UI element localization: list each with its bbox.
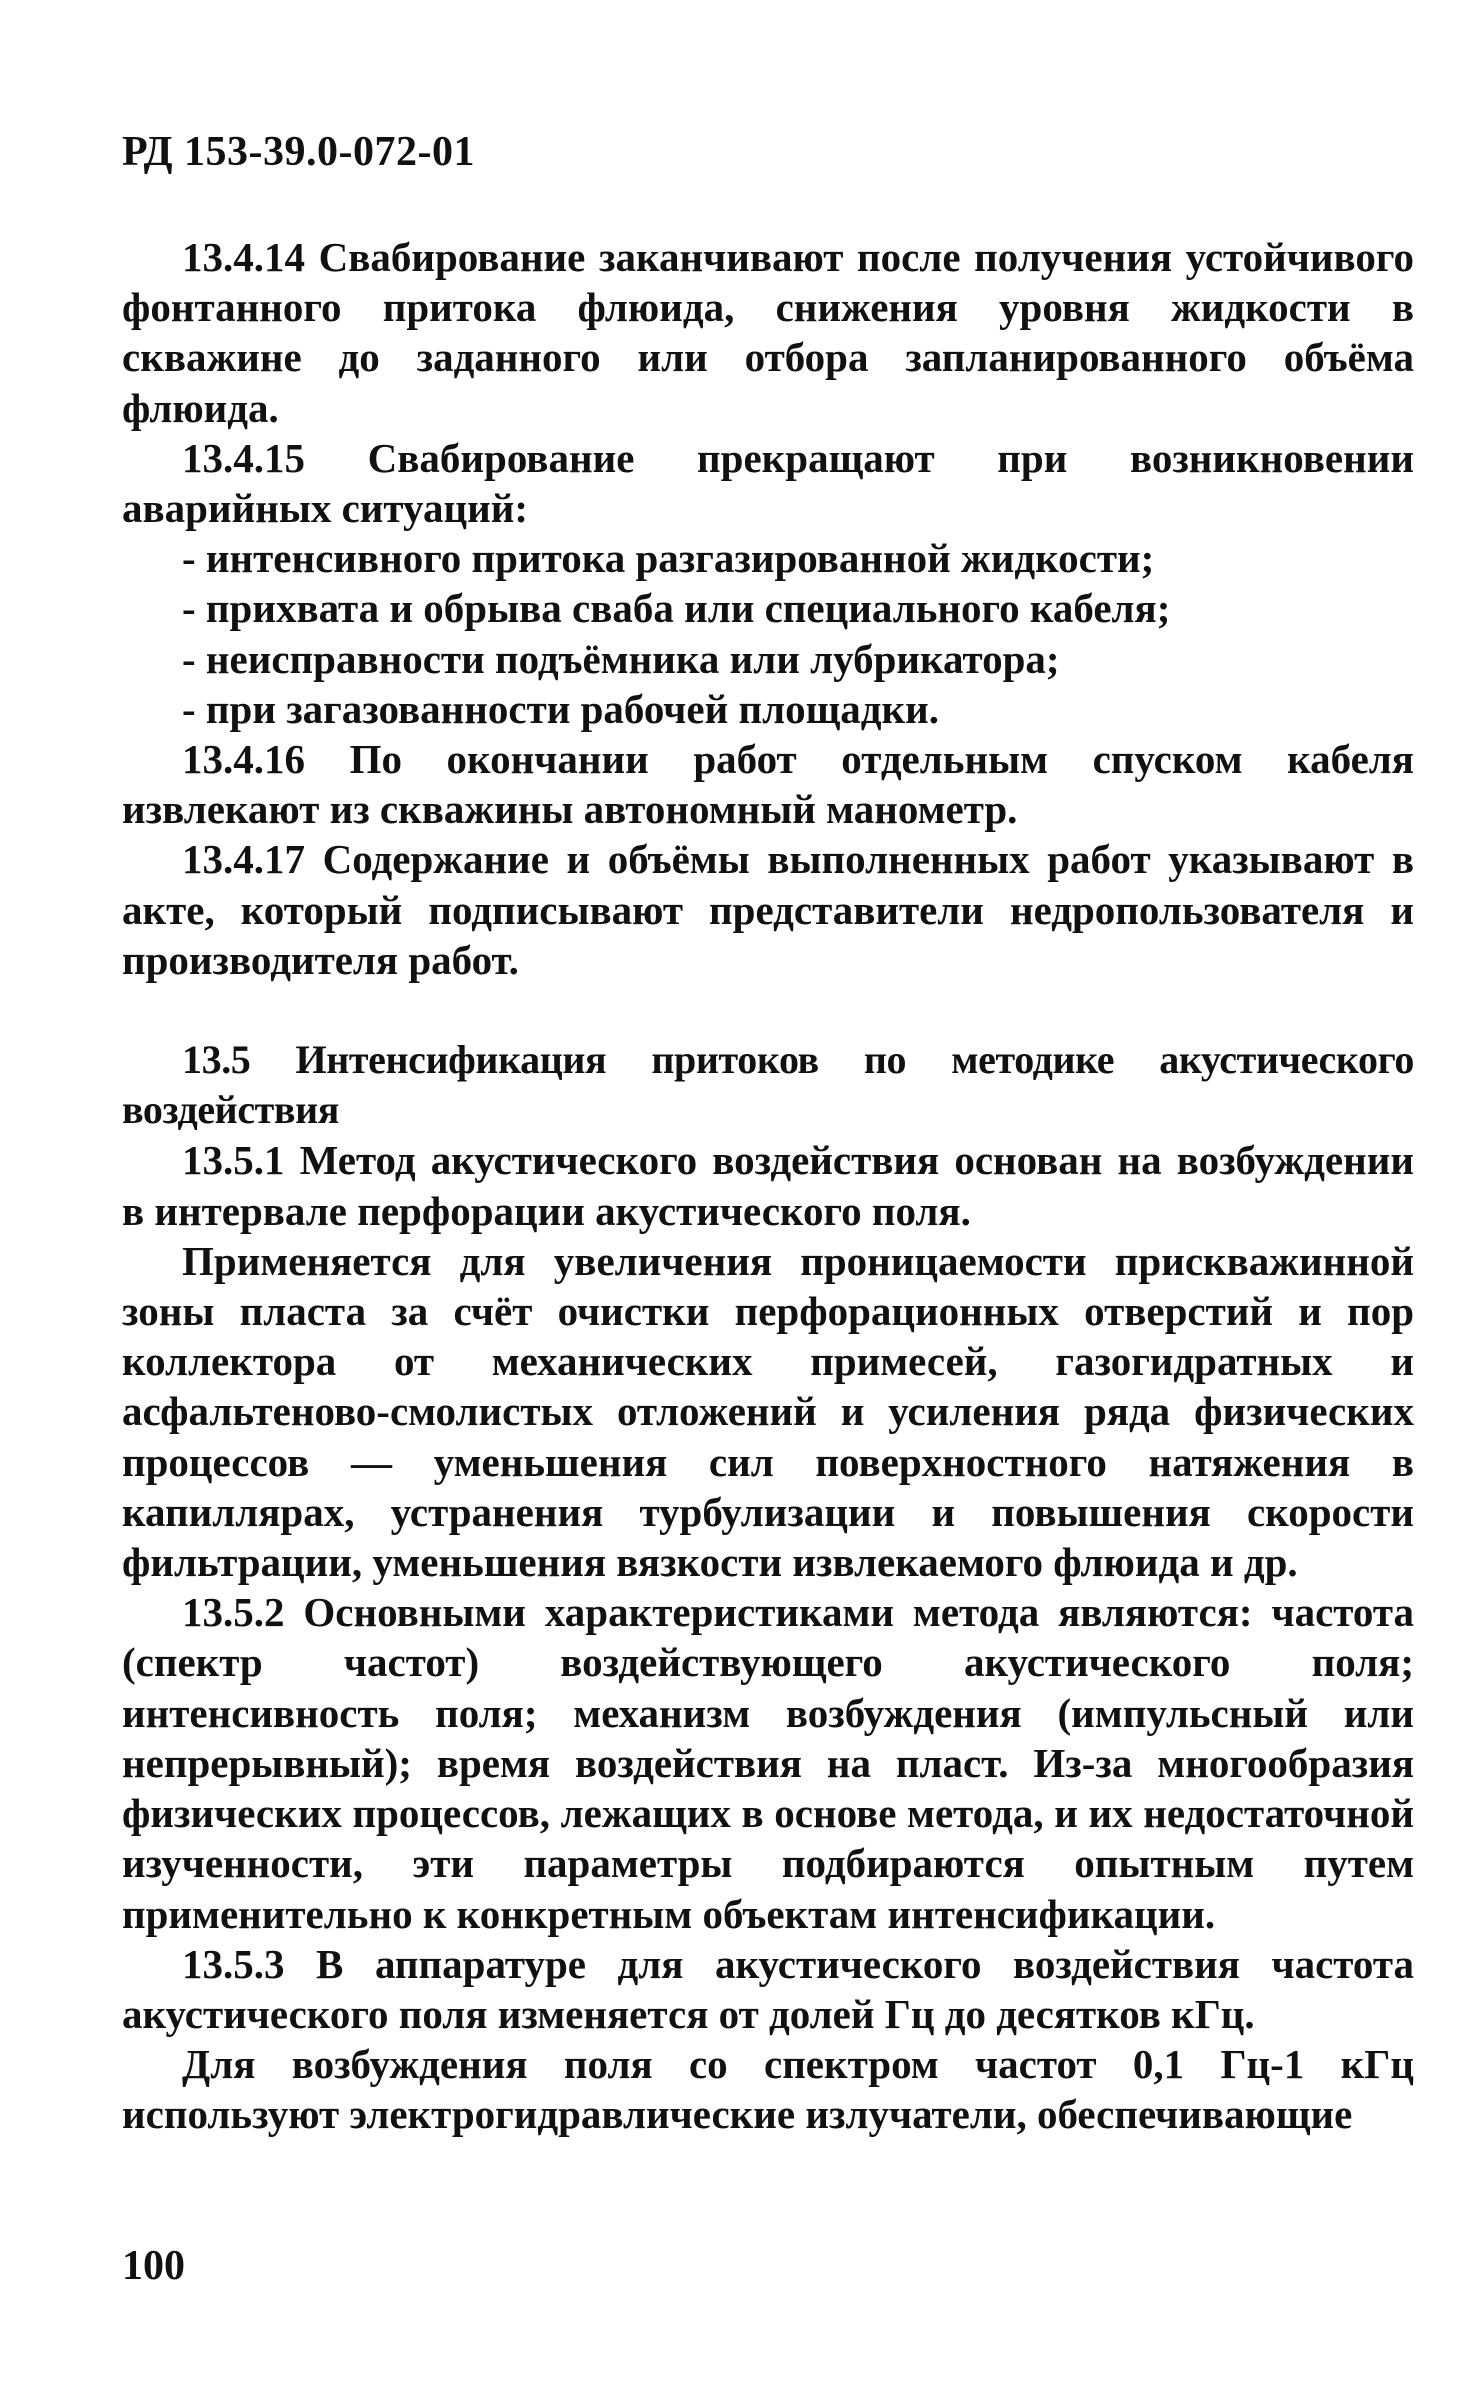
section-gap bbox=[122, 985, 1414, 1035]
document-body bbox=[122, 232, 1414, 2140]
list-item: - прихвата и обрыва сваба или специального кабеля; bbox=[182, 585, 1171, 632]
paragraph-13-4-14: 13.4.14 Свабирование заканчивают после получения устойчивого фонтанного притока флюида, снижения уровня жидкости в скважине до заданного или отбора запланированного объёма флюида. bbox=[122, 234, 1414, 431]
paragraph-13-5-3-continued: Для возбуждения поля со спектром частот 0,1 Гц-1 кГц используют электрогидравлические излучатели, обеспечивающие bbox=[122, 2041, 1414, 2138]
paragraph-13-5-1-continued: Применяется для увеличения проницаемости прискважинной зоны пласта за счёт очистки перфорационных отверстий и пор коллектора от механических примесей, газогидратных и асфальтеново-смолистых отложений и усиления ряда физических процессов — уменьшения сил поверхностного натяжения в капиллярах, устранения турбулизации и повышения скорости фильтрации, уменьшения вязкости извлекаемого флюида и др. bbox=[122, 1237, 1414, 1586]
paragraph-13-4-15: 13.4.15 Свабирование прекращают при возникновении аварийных ситуаций: bbox=[122, 434, 1414, 532]
section-heading-13-5: 13.5 Интенсификация притоков по методике акустического воздействия bbox=[122, 1037, 1414, 1133]
page-number: 100 bbox=[122, 2243, 185, 2289]
paragraph-13-4-16: 13.4.16 По окончании работ отдельным спуском кабеля извлекают из скважины автономный манометр. bbox=[122, 736, 1414, 833]
paragraph-13-5-3: 13.5.3 В аппаратуре для акустического воздействия частота акустического поля изменяется от долей Гц до десятков кГц. bbox=[122, 1940, 1414, 2037]
list-item: - неисправности подъёмника или лубрикатора; bbox=[182, 635, 1060, 682]
list-item: - интенсивного притока разгазированной жидкости; bbox=[182, 535, 1155, 582]
document-code-header: РД 153-39.0-072-01 bbox=[122, 129, 476, 175]
paragraph-13-5-1: 13.5.1 Метод акустического воздействия основан на возбуждении в интервале перфорации акустического поля. bbox=[122, 1137, 1414, 1234]
list-item: - при загазованности рабочей площадки. bbox=[182, 685, 939, 732]
paragraph-13-5-2: 13.5.2 Основными характеристиками метода являются: частота (спектр частот) воздействующего акустического поля; интенсивность поля; механизм возбуждения (импульсный или непрерывный); время воздействия на пласт. Из-за многообразия физических процессов, лежащих в основе метода, и их недостаточной изученности, эти параметры подбираются опытным путем применительно к конкретным объектам интенсификации. bbox=[122, 1589, 1414, 1937]
paragraph-13-4-17: 13.4.17 Содержание и объёмы выполненных работ указывают в акте, который подписывают представители недропользователя и производителя работ. bbox=[122, 836, 1414, 983]
